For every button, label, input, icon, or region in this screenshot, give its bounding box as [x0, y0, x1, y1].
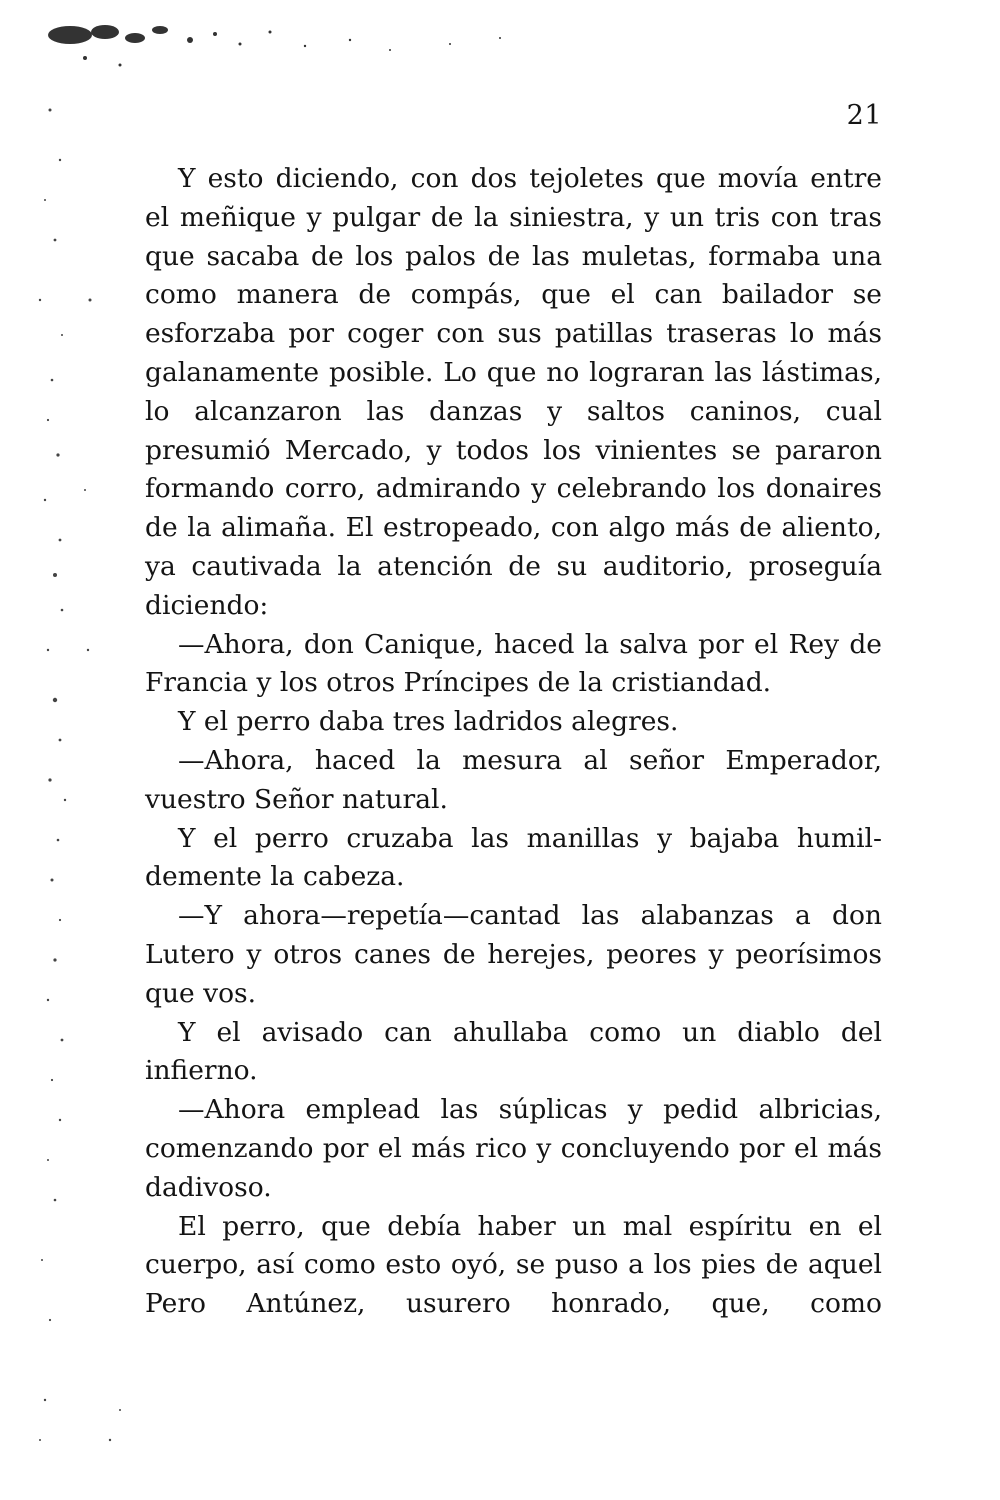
paragraph: —Ahora emplead las súplicas y pedid albricias, comenzando por el más rico y concluyendo por el más dadivoso. [145, 1094, 882, 1203]
paragraph: Y el avisado can ahullaba como un diablo del infierno. [145, 1016, 882, 1087]
paragraph: —Y ahora—repetía—cantad las alabanzas a don Lutero y otros canes de herejes, peores y peorísimos que vos. [145, 900, 882, 1009]
page-number: 21 [846, 100, 882, 131]
paragraph: El perro, que debía haber un mal espíritu en el cuerpo, así como esto oyó, se puso a los pies de aquel Pero Antúnez, usurero honrado, que, como [145, 1210, 882, 1320]
body-text [145, 160, 882, 1324]
paragraph: Y el perro daba tres ladridos alegres. [178, 706, 679, 738]
paragraph: Y esto diciendo, con dos tejoletes que movía entre el meñique y pulgar de la siniestra, y un tris con tras que sacaba de los palos de las muletas, formaba una como manera de compás, que el can bailador se esforzaba por coger con sus patillas traseras lo más galanamente posible. Lo que no lograran las lástimas, lo alcanzaron las danzas y saltos caninos, cual presumió Mercado, y todos los vinientes se pararon formando corro, admirando y celebrando los donaires de la alimaña. El estropeado, con algo más de aliento, ya cautivada la atención de su auditorio, proseguía diciendo: [145, 163, 882, 621]
paragraph: —Ahora, haced la mesura al señor Emperador, vuestro Señor natural. [145, 744, 882, 815]
paragraph: —Ahora, don Canique, haced la salva por el Rey de Francia y los otros Príncipes de la cristiandad. [145, 628, 882, 699]
scan-speckle-gutter [0, 0, 140, 1500]
paragraph: Y el perro cruzaba las manillas y bajaba humildemente la cabeza. [145, 822, 882, 893]
